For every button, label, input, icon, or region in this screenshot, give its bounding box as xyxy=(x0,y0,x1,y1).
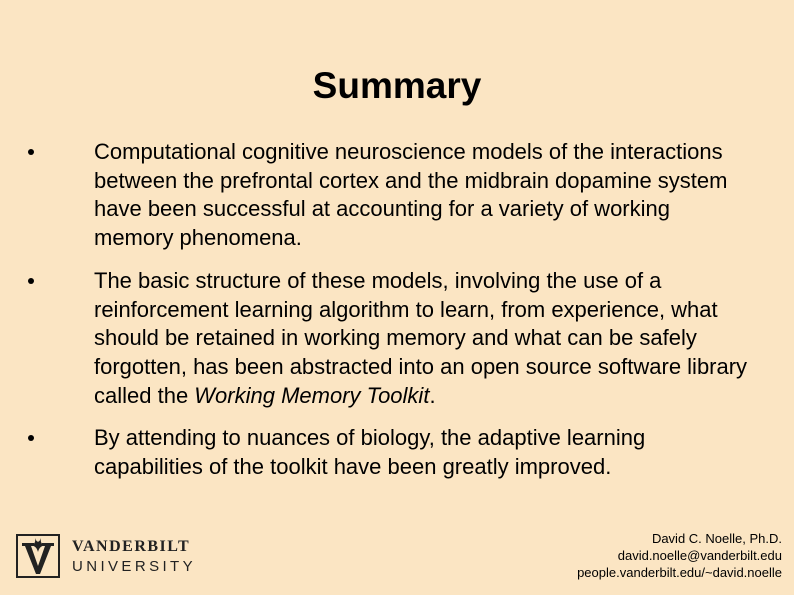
bullet-dot-icon xyxy=(28,435,34,441)
bullet-text-end: . xyxy=(429,382,436,408)
bullet-text-plain: The basic structure of these models, involving the use of a reinforcement learning algorithm to learn, from experience, what should be retained in working memory and what can be safely forgotten, has been abstracted into an open source software library called the xyxy=(94,267,748,408)
bullet-text: Computational cognitive neuroscience models of the interactions between the prefrontal cortex and the midbrain dopamine system have been successful at accounting for a variety of working memory phenomena. xyxy=(94,139,728,251)
bullet-dot-icon xyxy=(28,149,34,155)
bullet-list xyxy=(28,138,748,496)
contact-email: david.noelle@vanderbilt.edu xyxy=(617,548,782,563)
bullet-dot-icon xyxy=(28,278,34,284)
logo-subtitle: UNIVERSITY xyxy=(72,558,197,575)
toolkit-name: Working Memory Toolkit xyxy=(194,382,430,408)
contact-info xyxy=(577,530,782,581)
contact-web: people.vanderbilt.edu/~david.noelle xyxy=(577,565,782,580)
bullet-item xyxy=(28,424,748,481)
bullet-item xyxy=(28,138,748,253)
bullet-text: By attending to nuances of biology, the adaptive learning capabilities of the toolkit have been greatly improved. xyxy=(94,425,646,480)
vanderbilt-shield-icon xyxy=(16,534,60,578)
vanderbilt-logo xyxy=(16,534,196,580)
slide-title: Summary xyxy=(312,65,482,106)
contact-name: David C. Noelle, Ph.D. xyxy=(651,531,782,546)
bullet-item xyxy=(28,267,748,411)
logo-name: VANDERBILT xyxy=(72,538,191,555)
bullet-text xyxy=(94,267,748,411)
